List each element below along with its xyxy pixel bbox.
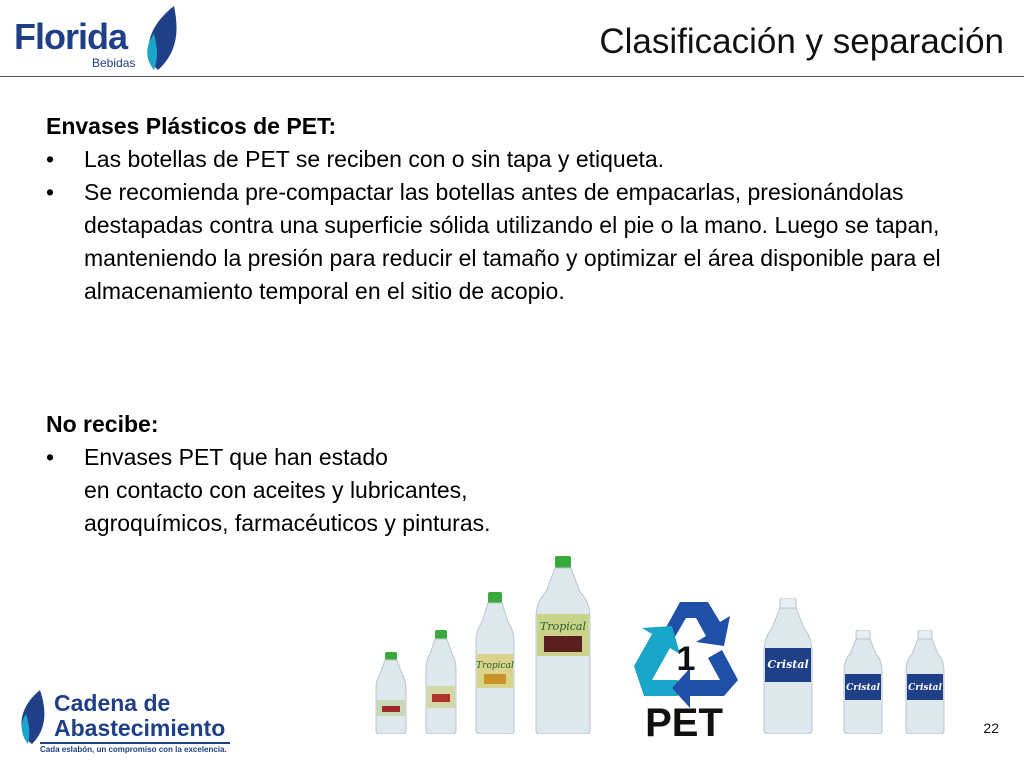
pet-heading: Envases Plásticos de PET: [46,113,337,139]
no-recibe-bullet [46,441,986,540]
pet-bullet-1-text: Las botellas de PET se reciben con o sin tapa y etiqueta. [84,146,665,172]
bullet-icon: • [46,444,55,470]
no-recibe-line-3: agroquímicos, farmacéuticos y pinturas. [84,510,491,536]
slide-title: Clasificación y separación [599,22,1004,61]
cadena-logo-line1: Cadena de [54,690,171,716]
cadena-logo-line2: Abastecimiento [54,715,226,741]
cristal-label: Cristal [908,683,942,693]
recycle-number: 1 [676,640,696,678]
no-recibe-line-1: Envases PET que han estado [84,444,388,470]
pet-recycle-symbol [628,596,742,742]
tropical-label: Tropical [476,661,514,671]
no-recibe-line-2: en contacto con aceites y lubricantes, [84,477,468,503]
tropical-bottle-small [374,652,408,734]
florida-brand-name: Florida [14,16,128,57]
cadena-logo-rule [40,742,230,744]
leaf-logo-icon [16,688,50,746]
florida-brand-sub: Bebidas [92,56,136,70]
pet-bullet-1 [46,143,986,176]
pet-bullet-2-text: Se recomienda pre-compactar las botellas antes de empacarlas, presionándolas destapadas contra una superficie sólida utilizando el pie o la mano. Luego se tapan, manteniendo la presión para reducir el tamaño y optimizar el área disponible para el almacenamiento temporal en el sitio de acopio. [84,179,941,304]
no-recibe-section [46,408,986,540]
no-recibe-heading: No recibe: [46,411,159,437]
cristal-bottle-large [762,598,814,734]
cristal-bottle-medium-2 [904,630,946,734]
recycle-label: PET [645,701,723,742]
tropical-bottle-medium-2 [474,592,516,734]
bullet-icon: • [46,179,55,205]
cadena-abastecimiento-logo [16,688,231,758]
recycle-arrow-left-icon [634,626,680,696]
cristal-label: Cristal [767,658,809,671]
tropical-bottle-large [534,556,592,734]
cristal-label: Cristal [846,683,880,693]
florida-logo [14,4,184,74]
pet-section [46,110,986,308]
page-number: 22 [983,720,999,736]
cristal-bottle-medium-1 [842,630,884,734]
title-divider [0,76,1024,77]
cadena-logo-tagline: Cada eslabón, un compromiso con la excelencia. [40,745,227,754]
bullet-icon: • [46,146,55,172]
leaf-logo-icon [144,4,184,74]
tropical-bottle-medium-1 [424,630,458,734]
pet-bullet-2 [46,176,986,308]
tropical-label: Tropical [539,620,587,633]
